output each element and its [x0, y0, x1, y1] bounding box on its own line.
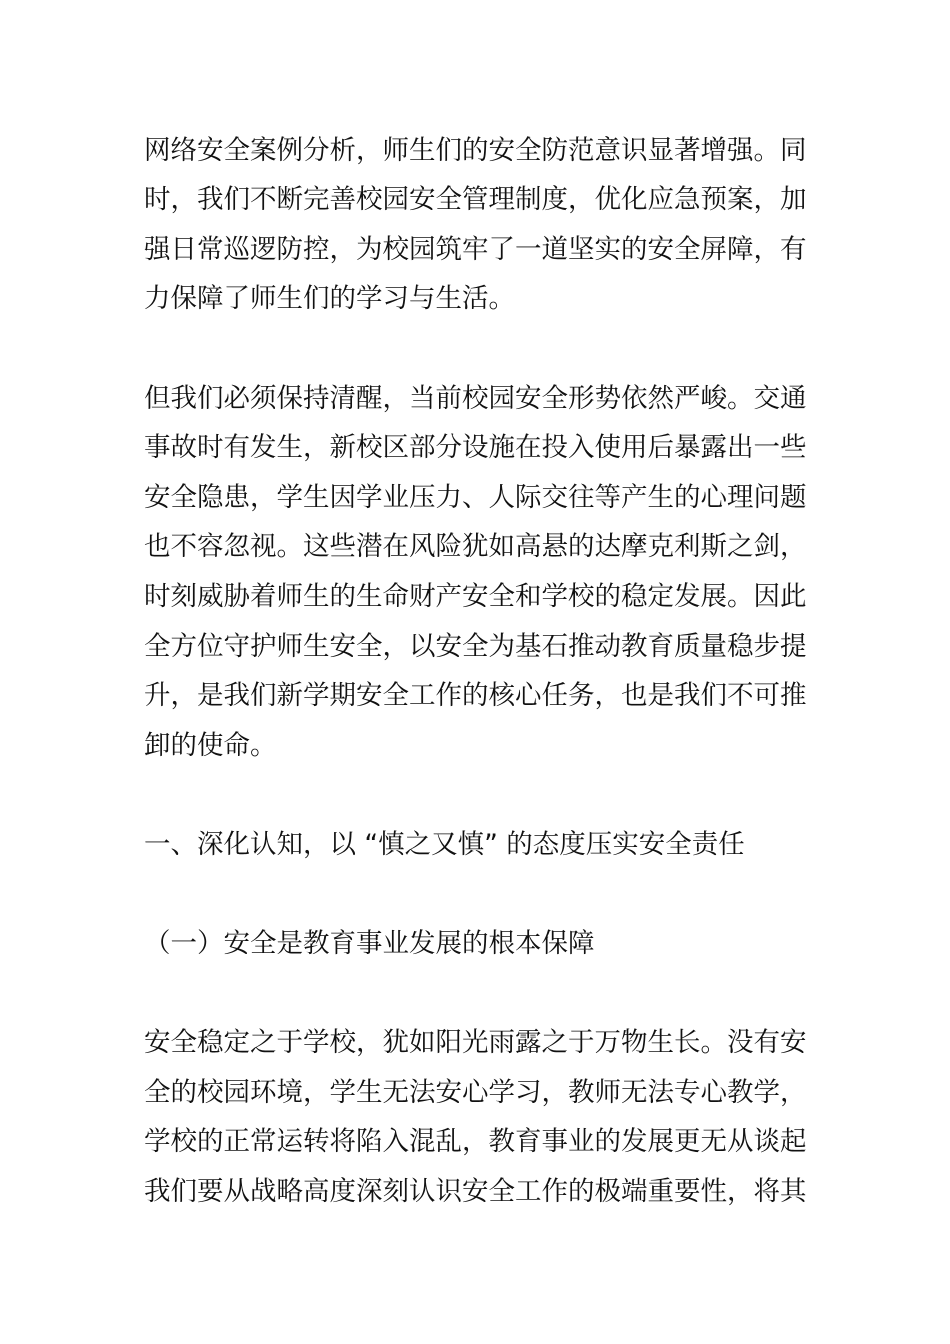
- paragraph-3-line-1: 安全稳定之于学校，犹如阳光雨露之于万物生长。没有安: [144, 1027, 807, 1058]
- section-heading: 一、深化认知，以 “慎之又慎” 的态度压实安全责任: [144, 829, 745, 860]
- paragraph-3-line-3: 学校的正常运转将陷入混乱，教育事业的发展更无从谈起: [144, 1126, 807, 1157]
- paragraph-1-line-2: 时，我们不断完善校园安全管理制度，优化应急预案，加: [144, 184, 807, 215]
- paragraph-3-line-4: 我们要从战略高度深刻认识安全工作的极端重要性，将其: [144, 1176, 807, 1207]
- paragraph-2-line-2: 事故时有发生，新校区部分设施在投入使用后暴露出一些: [144, 432, 807, 463]
- paragraph-2-line-6: 全方位守护师生安全，以安全为基石推动教育质量稳步提: [144, 631, 807, 662]
- paragraph-1-line-4: 力保障了师生们的学习与生活。: [144, 283, 515, 314]
- paragraph-2-line-4: 也不容忽视。这些潜在风险犹如高悬的达摩克利斯之剑，: [144, 531, 807, 562]
- paragraph-1-line-1: 网络安全案例分析，师生们的安全防范意识显著增强。同: [144, 135, 807, 166]
- paragraph-3-line-2: 全的校园环境，学生无法安心学习，教师无法专心教学，: [144, 1077, 807, 1108]
- paragraph-2-line-1: 但我们必须保持清醒，当前校园安全形势依然严峻。交通: [144, 383, 807, 414]
- paragraph-2-line-7: 升，是我们新学期安全工作的核心任务，也是我们不可推: [144, 680, 807, 711]
- subsection-heading: （一）安全是教育事业发展的根本保障: [144, 928, 595, 959]
- paragraph-2-line-8: 卸的使命。: [144, 730, 277, 761]
- paragraph-2-line-5: 时刻威胁着师生的生命财产安全和学校的稳定发展。因此: [144, 581, 807, 612]
- paragraph-2-line-3: 安全隐患，学生因学业压力、人际交往等产生的心理问题: [144, 482, 807, 513]
- paragraph-1-line-3: 强日常巡逻防控，为校园筑牢了一道坚实的安全屏障，有: [144, 234, 807, 265]
